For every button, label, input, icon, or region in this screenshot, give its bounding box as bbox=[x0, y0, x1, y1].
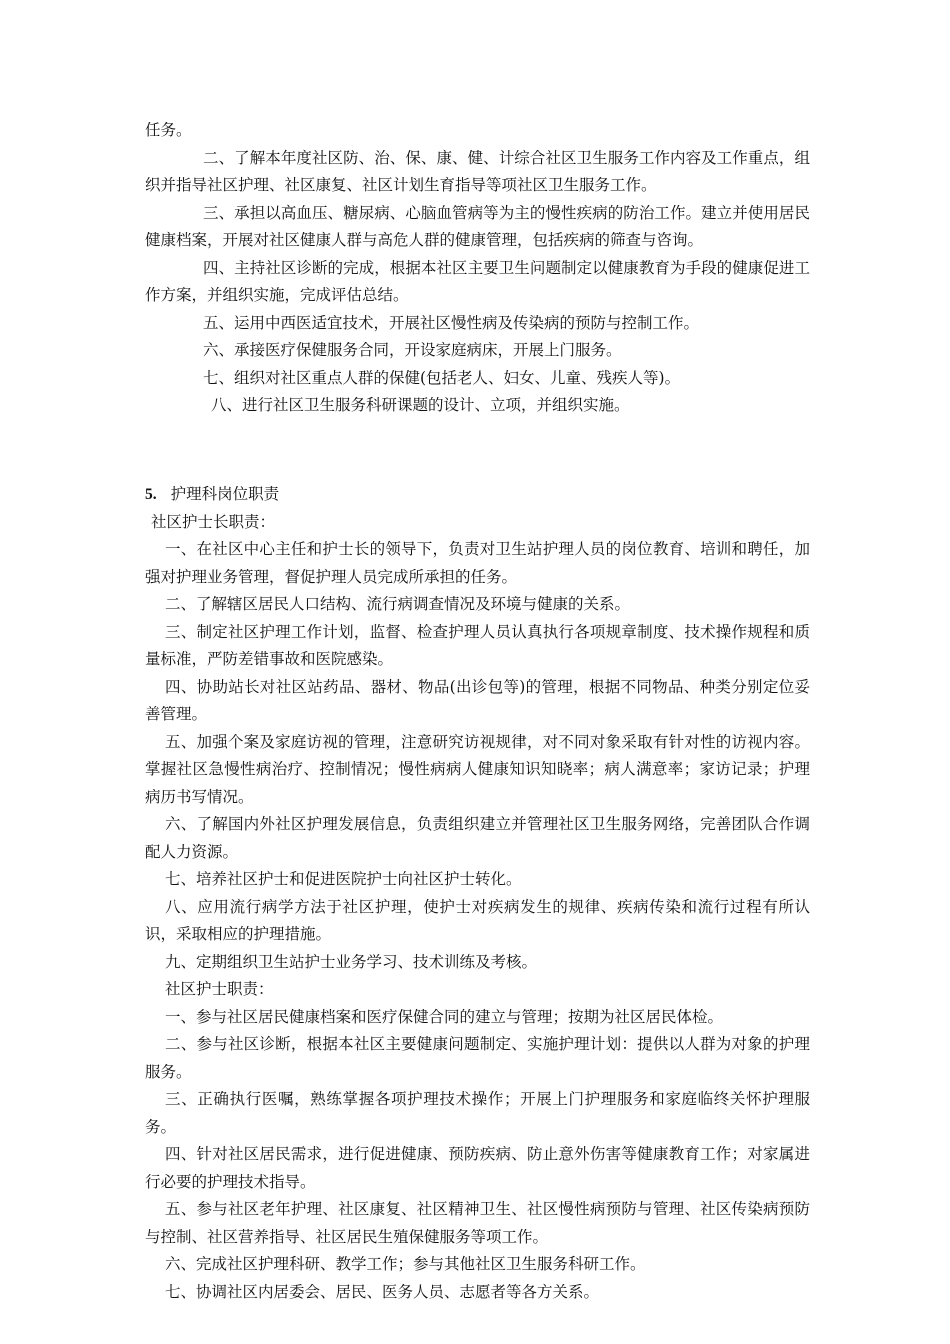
paragraph-item-3: 三、承担以高血压、糖尿病、心脑血管病等为主的慢性疾病的防治工作。建立并使用居民健康档案，开展对社区健康人群与高危人群的健康管理，包括疾病的筛查与咨询。 bbox=[145, 203, 810, 249]
paragraph-item-6: 六、承接医疗保健服务合同，开设家庭病床，开展上门服务。 bbox=[203, 341, 622, 359]
nurse-item: 七、协调社区内居委会、居民、医务人员、志愿者等各方关系。 bbox=[165, 1282, 600, 1301]
nurse-heading: 社区护士职责： bbox=[165, 980, 274, 998]
top-section bbox=[145, 117, 810, 420]
paragraph-continuation: 任务。 bbox=[145, 121, 192, 139]
nurse-item: 二、参与社区诊断，根据本社区主要健康问题制定、实施护理计划：提供以人群为对象的护理服务。 bbox=[145, 1035, 810, 1081]
nurse-item: 一、参与社区居民健康档案和医疗保健合同的建立与管理；按期为社区居民体检。 bbox=[165, 1007, 724, 1026]
head-nurse-item: 五、加强个案及家庭访视的管理，注意研究访视规律，对不同对象采取有针对性的访视内容。掌握社区急慢性病治疗、控制情况；慢性病病人健康知识知晓率；病人满意率；家访记录；护理病历书写情况。 bbox=[145, 732, 810, 806]
nurse-item: 五、参与社区老年护理、社区康复、社区精神卫生、社区慢性病预防与管理、社区传染病预防与控制、社区营养指导、社区居民生殖保健服务等项工作。 bbox=[145, 1200, 810, 1246]
section-number: 5. bbox=[145, 486, 157, 503]
paragraph-item-2: 二、了解本年度社区防、治、保、康、健、计综合社区卫生服务工作内容及工作重点，组织并指导社区护理、社区康复、社区计划生育指导等项社区卫生服务工作。 bbox=[145, 148, 810, 194]
head-nurse-item: 九、定期组织卫生站护士业务学习、技术训练及考核。 bbox=[165, 952, 538, 971]
head-nurse-item: 四、协助站长对社区站药品、器材、物品(出诊包等)的管理，根据不同物品、种类分别定位妥善管理。 bbox=[145, 677, 810, 723]
section-title: 护理科岗位职责 bbox=[170, 485, 280, 503]
paragraph-item-5: 五、运用中西医适宜技术，开展社区慢性病及传染病的预防与控制工作。 bbox=[203, 313, 700, 332]
nurse-item: 六、完成社区护理科研、教学工作；参与其他社区卫生服务科研工作。 bbox=[165, 1255, 646, 1273]
section-heading bbox=[145, 481, 810, 509]
head-nurse-item: 三、制定社区护理工作计划，监督、检查护理人员认真执行各项规章制度、技术操作规程和质量标准，严防差错事故和医院感染。 bbox=[145, 622, 810, 668]
head-nurse-item: 二、了解辖区居民人口结构、流行病调查情况及环境与健康的关系。 bbox=[165, 595, 631, 613]
paragraph-item-4: 四、主持社区诊断的完成，根据本社区主要卫生问题制定以健康教育为手段的健康促进工作方案，并组织实施，完成评估总结。 bbox=[145, 258, 810, 304]
nurse-item: 三、正确执行医嘱，熟练掌握各项护理技术操作；开展上门护理服务和家庭临终关怀护理服务。 bbox=[145, 1090, 810, 1136]
paragraph-item-8: 八、进行社区卫生服务科研课题的设计、立项，并组织实施。 bbox=[211, 396, 630, 414]
nurse-item: 四、针对社区居民需求，进行促进健康、预防疾病、防止意外伤害等健康教育工作；对家属进行必要的护理技术指导。 bbox=[145, 1145, 810, 1191]
head-nurse-item: 七、培养社区护士和促进医院护士向社区护士转化。 bbox=[165, 870, 522, 888]
head-nurse-item: 八、应用流行病学方法于社区护理，使护士对疾病发生的规律、疾病传染和流行过程有所认识，采取相应的护理措施。 bbox=[145, 897, 810, 943]
head-nurse-item: 六、了解国内外社区护理发展信息，负责组织建立并管理社区卫生服务网络，完善团队合作调配人力资源。 bbox=[145, 815, 810, 861]
paragraph-item-7: 七、组织对社区重点人群的保健(包括老人、妇女、儿童、残疾人等)。 bbox=[203, 368, 681, 387]
head-nurse-item: 一、在社区中心主任和护士长的领导下，负责对卫生站护理人员的岗位教育、培训和聘任，加强对护理业务管理，督促护理人员完成所承担的任务。 bbox=[145, 540, 810, 586]
head-nurse-heading: 社区护士长职责： bbox=[151, 512, 276, 531]
section-5 bbox=[145, 481, 810, 1306]
